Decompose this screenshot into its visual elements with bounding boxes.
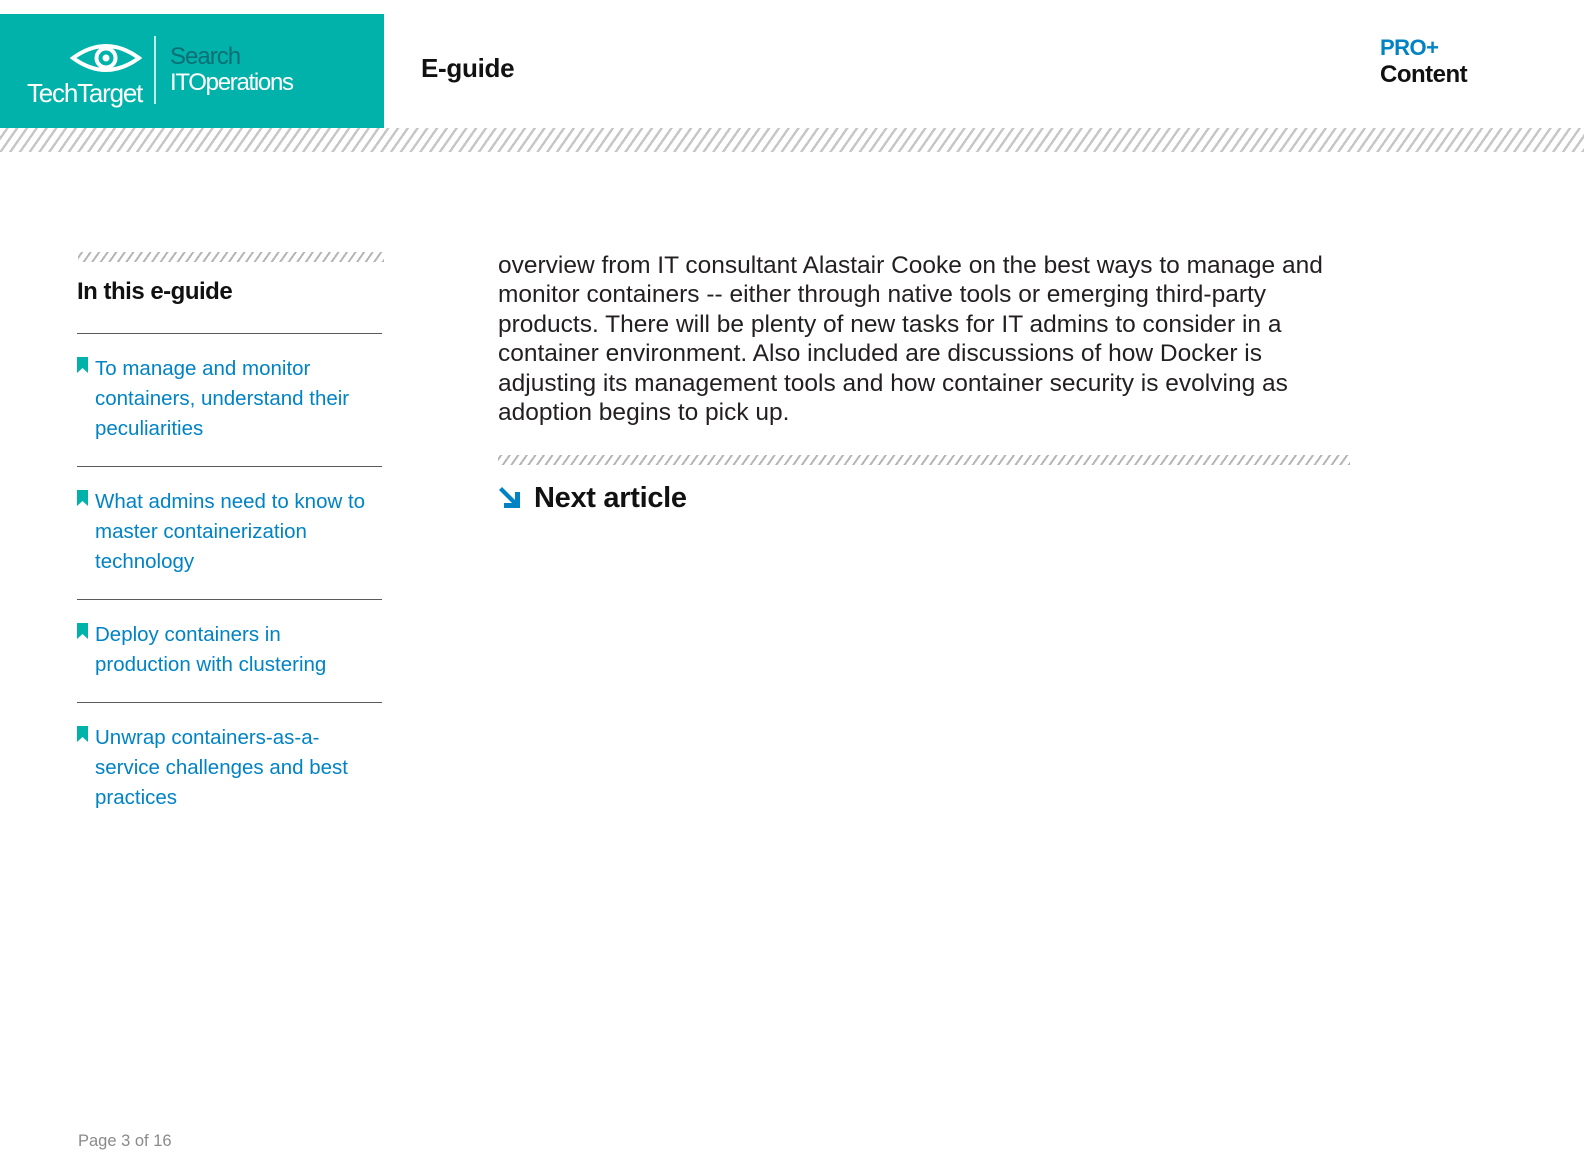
toc-item-label[interactable]: Deploy containers in production with clustering (95, 623, 327, 676)
sidebar-rule (77, 333, 382, 334)
toc-item-clustering[interactable] (77, 620, 382, 682)
sidebar-rule (77, 702, 382, 703)
next-article-link[interactable]: Next article (534, 482, 687, 514)
doc-type-label: E-guide (421, 53, 515, 83)
toc-item-label[interactable]: What admins need to know to master containerization technology (95, 490, 366, 573)
sidebar-rule (77, 466, 382, 467)
bookmark-icon (77, 726, 88, 742)
brand-divider (154, 36, 156, 104)
arrow-down-right-icon[interactable] (498, 486, 524, 512)
toc-item-caas[interactable] (77, 723, 382, 815)
content-hatch-divider (498, 455, 1350, 465)
sidebar-rule (77, 599, 382, 600)
site-search-word: Search (170, 43, 241, 70)
techtarget-eye-icon (70, 40, 142, 76)
body-paragraph: overview from IT consultant Alastair Cooke on the best ways to manage and monitor containers -- either through native tools or emerging third-party products. There will be plenty of new tasks for IT admins to consider in a container environment. Also included are discussions of how Docker is adjusting its management tools and how container security is evolving as adoption begins to pick up. (498, 252, 1323, 427)
pro-plus-label: PRO+ (1380, 35, 1439, 60)
content-label: Content (1380, 61, 1468, 88)
toc-item-containerization[interactable] (77, 487, 382, 579)
bookmark-icon (77, 623, 88, 639)
bookmark-icon (77, 357, 88, 373)
toc-item-manage-monitor[interactable] (77, 354, 382, 446)
header-hatch-divider (0, 128, 1584, 152)
page-number: Page 3 of 16 (78, 1132, 172, 1150)
sidebar-hatch-divider (78, 252, 384, 262)
techtarget-logo: TechTarget (27, 78, 143, 108)
bookmark-icon (77, 490, 88, 506)
toc-item-label[interactable]: Unwrap containers-as-a-service challenges and best practices (95, 726, 348, 809)
sidebar-title: In this e-guide (77, 278, 233, 305)
toc-item-label[interactable]: To manage and monitor containers, understand their peculiarities (95, 357, 350, 440)
brand-header (0, 14, 384, 128)
site-name: ITOperations (170, 69, 293, 96)
